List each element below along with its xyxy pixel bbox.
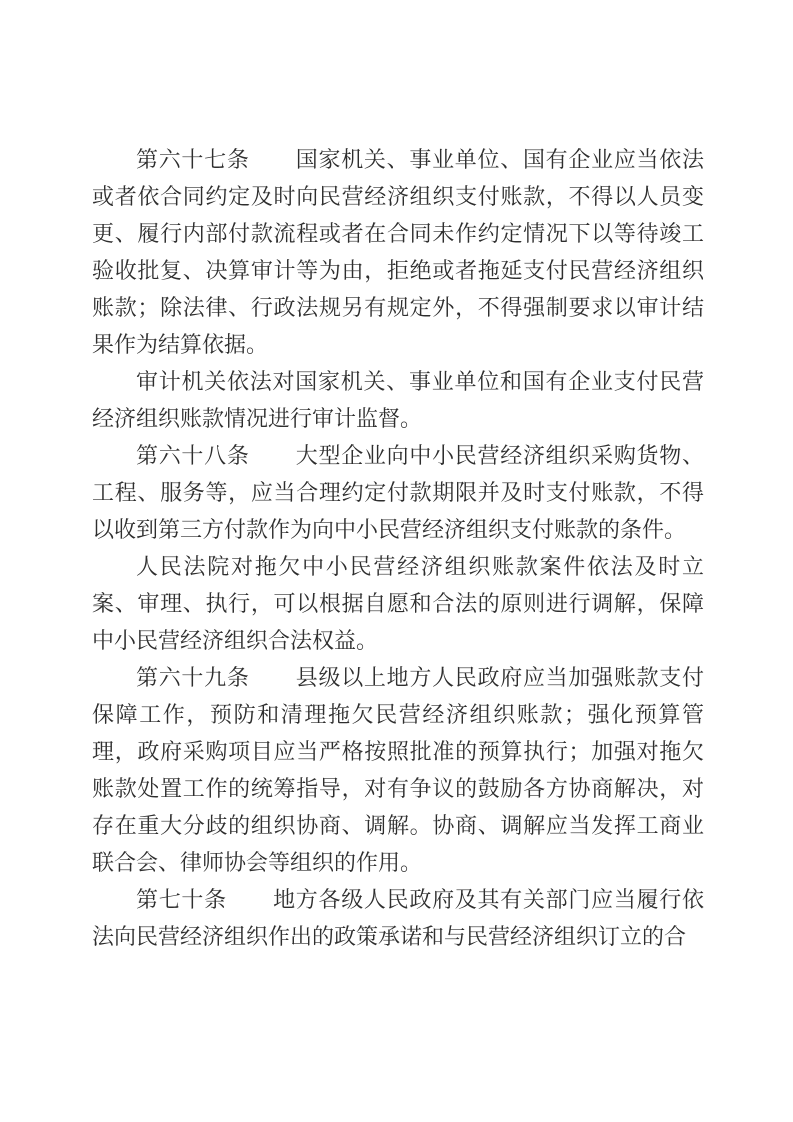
- paragraph-text: 地方各级人民政府及其有关部门应当履行依法向民营经济组织作出的政策承诺和与民营经济组织订立的合: [92, 887, 704, 949]
- paragraph-text: 大型企业向中小民营经济组织采购货物、工程、服务等，应当合理约定付款期限并及时支付账款，不得以收到第三方付款作为向中小民营经济组织支付账款的条件。: [92, 443, 704, 542]
- paragraph-court-cases: [92, 548, 704, 659]
- article-number-70: 第七十条: [136, 887, 227, 912]
- article-number-68: 第六十八条: [136, 443, 250, 468]
- paragraph-text: 县级以上地方人民政府应当加强账款支付保障工作，预防和清理拖欠民营经济组织账款；强化预算管理，政府采购项目应当严格按照批准的预算执行；加强对拖欠账款处置工作的统筹指导，对有争议的鼓励各方协商解决，对存在重大分歧的组织协商、调解。协商、调解应当发挥工商业联合会、律师协会等组织的作用。: [92, 665, 704, 875]
- paragraph-text: 审计机关依法对国家机关、事业单位和国有企业支付民营经济组织账款情况进行审计监督。: [92, 369, 704, 431]
- article-number-69: 第六十九条: [136, 665, 250, 690]
- paragraph-article-70: [92, 881, 704, 955]
- paragraph-text: 国家机关、事业单位、国有企业应当依法或者依合同约定及时向民营经济组织支付账款，不得以人员变更、履行内部付款流程或者在合同未作约定情况下以等待竣工验收批复、决算审计等为由，拒绝或者拖延支付民营经济组织账款；除法律、行政法规另有规定外，不得强制要求以审计结果作为结算依据。: [92, 147, 704, 357]
- paragraph-article-69: [92, 659, 704, 881]
- paragraph-article-67: [92, 141, 704, 363]
- article-number-67: 第六十七条: [136, 147, 250, 172]
- document-text-block: [92, 141, 704, 955]
- paragraph-audit-supervision: [92, 363, 704, 437]
- paragraph-text: 人民法院对拖欠中小民营经济组织账款案件依法及时立案、审理、执行，可以根据自愿和合法的原则进行调解，保障中小民营经济组织合法权益。: [92, 554, 704, 653]
- paragraph-article-68: [92, 437, 704, 548]
